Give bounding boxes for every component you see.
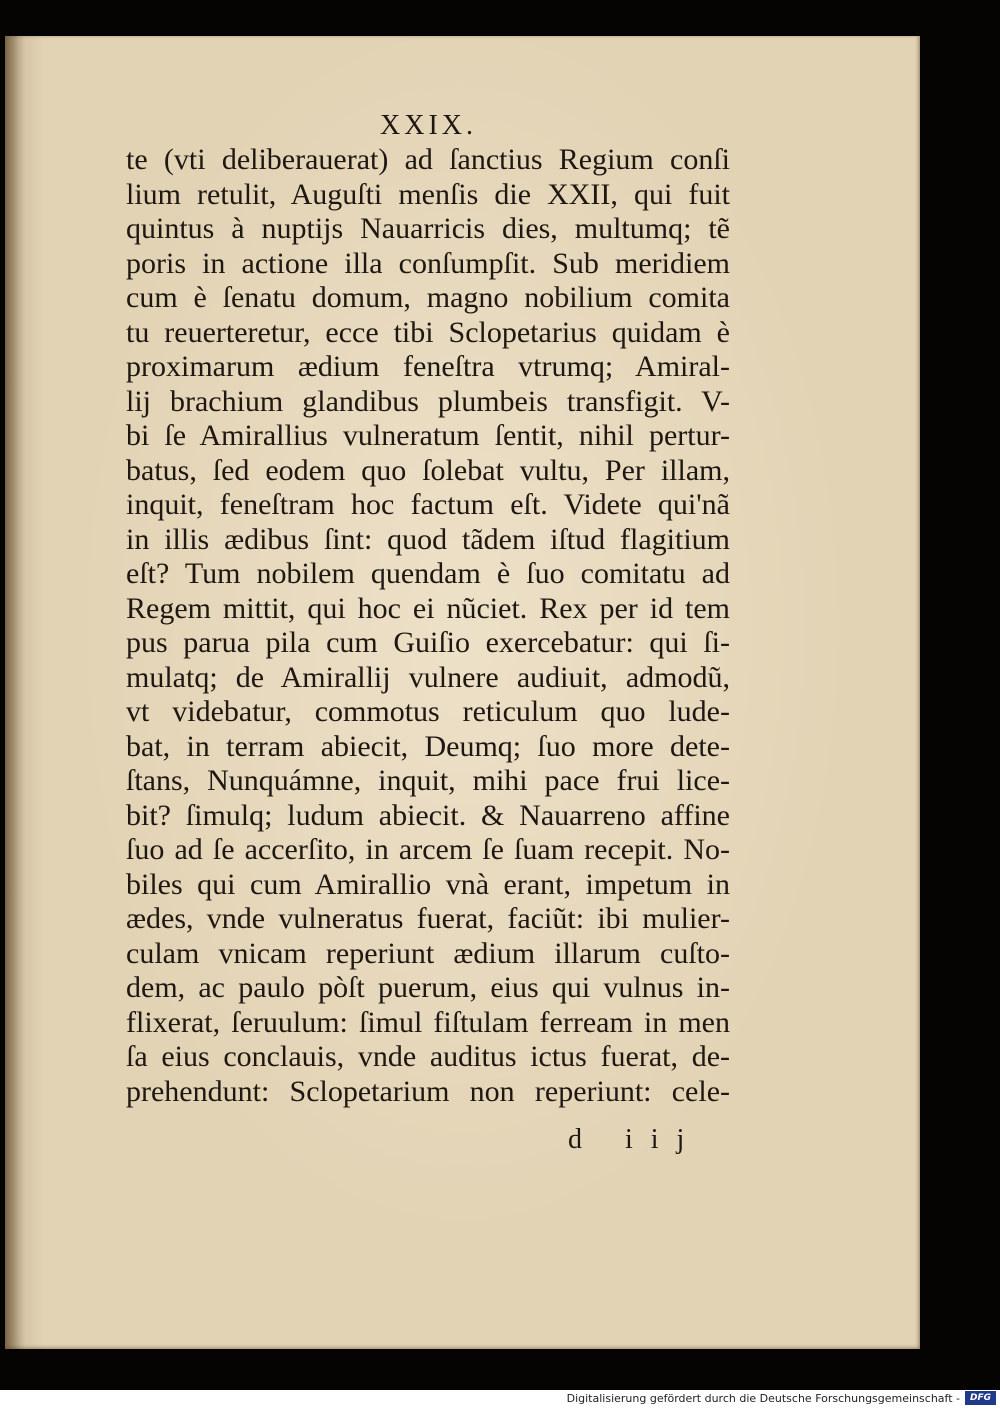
text-line: inquit, feneſtram hoc factum eſt. Videte qui'nã [126,488,730,521]
text-line: ſa eius conclauis, vnde auditus ictus fuerat, de- [126,1040,730,1073]
text-line: ſtans, Nunquámne, inquit, mihi pace frui lice- [126,764,730,797]
text-line: eſt? Tum nobilem quendam è ſuo comitatu ad [126,557,730,590]
text-line: Regem mittit, qui hoc ei nũciet. Rex per id tem [126,591,730,625]
text-line: mulatq; de Amirallij vulnere audiuit, admodũ, [126,660,730,694]
text-line: vt videbatur, commotus reticulum quo lude- [126,695,730,728]
text-line: ædes, vnde vulneratus fuerat, faciũt: ibi mulier- [126,902,730,935]
text-line: bi ſe Amirallius vulneratum ſentit, nihil pertur- [126,419,730,452]
text-line: lium retulit, Auguſti menſis die XXII, qui fuit [126,177,730,211]
text-line: batus, ſed eodem quo ſolebat vultu, Per illam, [126,453,730,487]
text-line: culam vnicam reperiunt ædium illarum cuſto- [126,936,730,970]
text-line: tu reuerteretur, ecce tibi Sclopetarius quidam è [126,315,730,349]
text-line: pus parua pila cum Guiſio exercebatur: qui ſi- [126,626,730,659]
text-line: bit? ſimulq; ludum abiecit. & Nauarreno affine [126,798,730,832]
funding-credit: Digitalisierung gefördert durch die Deutsche Forschungsgemeinschaft - [566,1392,960,1405]
text-line: proximarum ædium feneſtra vtrumq; Amiral- [126,350,730,383]
text-line: te (vti deliberauerat) ad ſanctius Regium conſi [126,143,730,176]
text-block [126,143,730,1109]
text-line: dem, ac paulo pòſt puerum, eius qui vulnus in- [126,971,730,1004]
dfg-logo[interactable]: DFG [965,1391,996,1405]
text-line: cum è ſenatu domum, magno nobilium comita [126,281,730,314]
folio-number: XXIX. [380,110,477,141]
text-line: in illis ædibus ſint: quod tãdem iſtud flagitium [126,522,730,556]
text-line: flixerat, ſeruulum: ſimul fiſtulam ferream in men [126,1005,730,1039]
text-line: biles qui cum Amirallio vnà erant, impetum in [126,867,730,901]
text-line: bat, in terram abiecit, Deumq; ſuo more dete- [126,729,730,763]
page-gutter-shadow [5,36,25,1349]
text-line: ſuo ad ſe accerſito, in arcem ſe ſuam recepit. No- [126,833,730,866]
text-line: lij brachium glandibus plumbeis transfigit. V- [126,384,730,418]
text-line: poris in actione illa conſumpſit. Sub meridiem [126,246,730,280]
text-line: prehendunt: Sclopetarium non reperiunt: cele- [126,1074,730,1108]
signature-mark: d iij [568,1124,703,1155]
text-line: quintus à nuptijs Nauarricis dies, multumq; tẽ [126,212,730,245]
